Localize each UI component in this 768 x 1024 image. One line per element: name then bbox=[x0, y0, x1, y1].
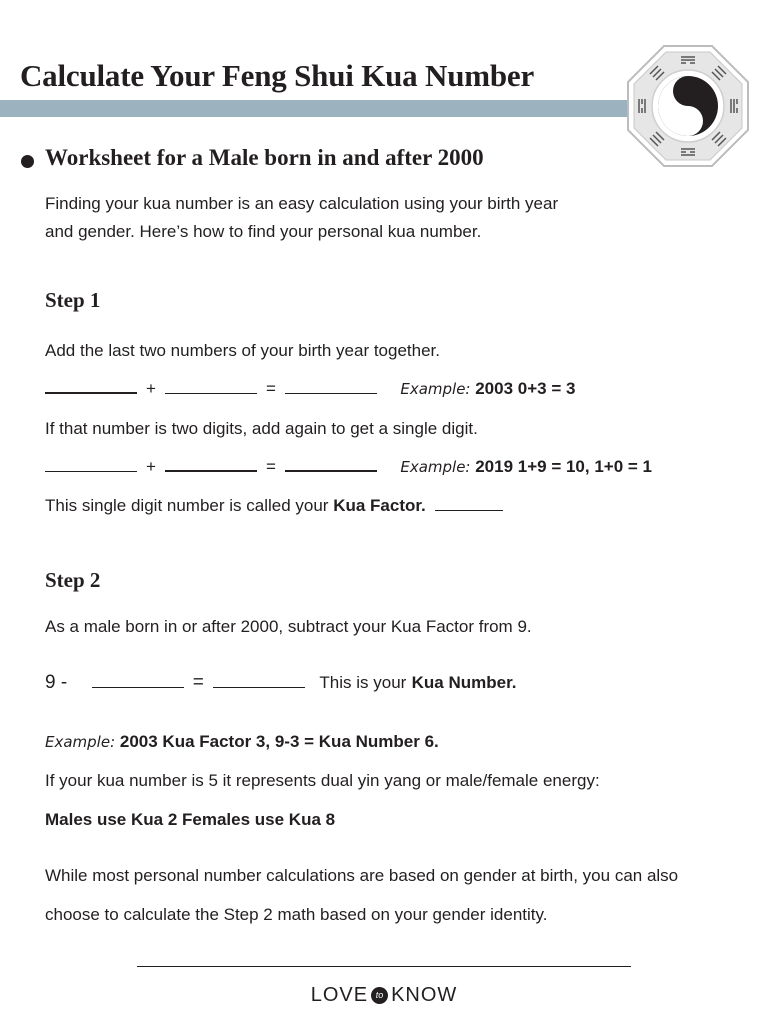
bagua-yin-yang-icon bbox=[626, 44, 750, 168]
worksheet-subtitle: Worksheet for a Male born in and after 2000 bbox=[45, 145, 484, 170]
title-bar bbox=[0, 100, 660, 117]
lovetoknow-logo bbox=[0, 984, 768, 1007]
gender-note-line-2: choose to calculate the Step 2 math based on your gender identity. bbox=[45, 905, 548, 924]
gender-note-line-1: While most personal number calculations are based on gender at birth, you can also bbox=[45, 866, 679, 885]
equals-sign: = bbox=[192, 672, 204, 693]
kua-five-rule: Males use Kua 2 Females use Kua 8 bbox=[45, 810, 336, 829]
single-digit-blank[interactable] bbox=[285, 456, 377, 472]
sum-digit-1-blank[interactable] bbox=[45, 457, 137, 472]
equals-sign: = bbox=[265, 379, 276, 398]
kua-factor-blank[interactable] bbox=[435, 496, 503, 511]
example-label: Example: bbox=[400, 380, 471, 398]
step-2-example bbox=[45, 732, 439, 752]
plus-sign: + bbox=[146, 457, 156, 476]
intro-line-1: Finding your kua number is an easy calculation using your birth year bbox=[45, 194, 559, 213]
footer-divider bbox=[137, 966, 631, 967]
kua-factor-label: Kua Factor. bbox=[333, 496, 426, 515]
kua-number-text: This is your bbox=[319, 673, 407, 692]
example-1-text: 2003 0+3 = 3 bbox=[475, 379, 576, 398]
step-1-heading: Step 1 bbox=[45, 288, 101, 312]
step-2-instruction: As a male born in or after 2000, subtract your Kua Factor from 9. bbox=[45, 617, 532, 636]
example-label: Example: bbox=[400, 458, 471, 476]
kua-factor-input-blank[interactable] bbox=[92, 673, 184, 688]
step-2-equation bbox=[45, 672, 516, 694]
equals-sign: = bbox=[265, 457, 276, 476]
sum-digit-2-blank[interactable] bbox=[165, 456, 257, 472]
example-label: Example: bbox=[45, 733, 116, 751]
logo-to-mark: to bbox=[371, 987, 388, 1004]
step-1-equation-2 bbox=[45, 456, 652, 477]
kua-factor-line bbox=[45, 496, 503, 516]
page-title: Calculate Your Feng Shui Kua Number bbox=[20, 58, 535, 93]
plus-sign: + bbox=[146, 379, 156, 398]
kua-number-blank[interactable] bbox=[213, 673, 305, 688]
example-2-text: 2019 1+9 = 10, 1+0 = 1 bbox=[475, 457, 652, 476]
kua-number-label: Kua Number. bbox=[411, 673, 517, 692]
logo-love-text: LOVE bbox=[310, 984, 369, 1006]
step-1-instruction: Add the last two numbers of your birth year together. bbox=[45, 341, 440, 360]
step-2-heading: Step 2 bbox=[45, 568, 101, 592]
sum-blank[interactable] bbox=[285, 379, 377, 394]
kua-five-note: If your kua number is 5 it represents dual yin yang or male/female energy: bbox=[45, 771, 600, 790]
kua-factor-text: This single digit number is called your bbox=[45, 496, 329, 515]
year-digit-1-blank[interactable] bbox=[45, 378, 137, 394]
nine-minus-label: 9 - bbox=[45, 672, 68, 693]
two-digits-instruction: If that number is two digits, add again to get a single digit. bbox=[45, 419, 478, 438]
step-2-example-text: 2003 Kua Factor 3, 9-3 = Kua Number 6. bbox=[119, 732, 439, 751]
bullet-dot bbox=[21, 155, 34, 168]
year-digit-2-blank[interactable] bbox=[165, 379, 257, 394]
step-1-equation-1 bbox=[45, 378, 575, 399]
intro-line-2: and gender. Here’s how to find your personal kua number. bbox=[45, 222, 482, 241]
logo-know-text: KNOW bbox=[391, 984, 458, 1006]
